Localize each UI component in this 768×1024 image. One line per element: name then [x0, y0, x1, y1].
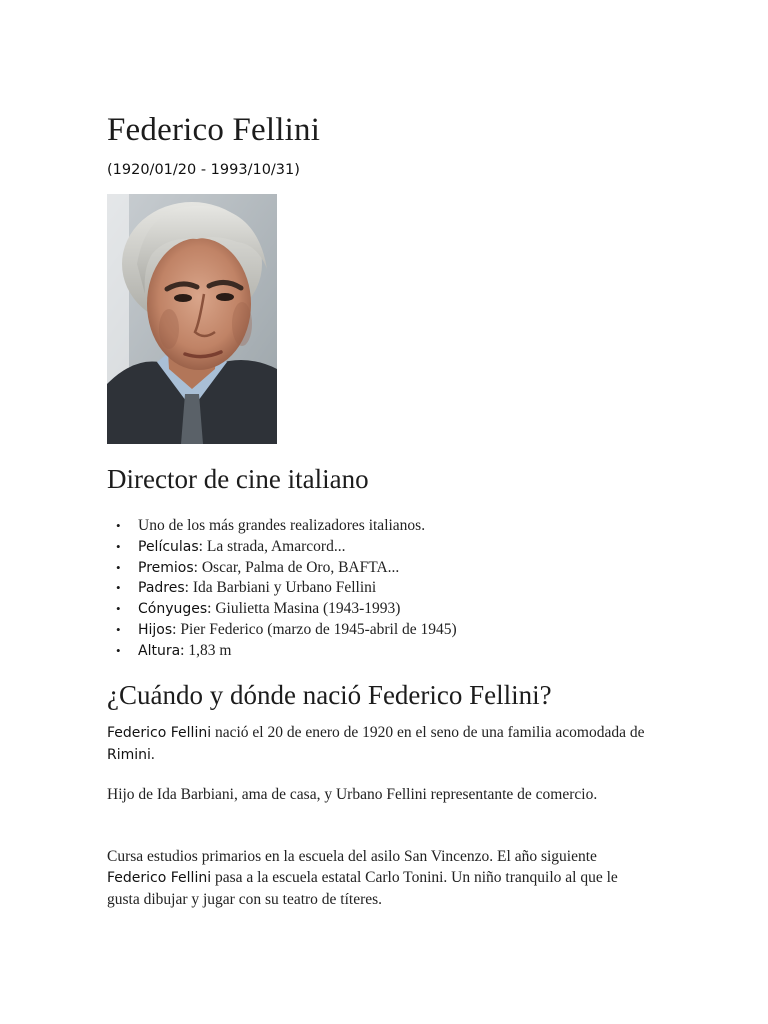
fact-value: : Giulietta Masina (1943-1993) — [207, 600, 401, 618]
list-item — [111, 578, 457, 599]
list-item — [111, 599, 457, 620]
paragraph-birth — [107, 722, 647, 766]
name-link[interactable]: Federico Fellini — [107, 870, 212, 886]
life-dates: (1920/01/20 - 1993/10/31) — [107, 162, 300, 178]
bullet-icon: • — [116, 559, 121, 575]
list-item — [111, 620, 457, 641]
fact-key: Cónyuges — [138, 601, 208, 618]
bullet-icon: • — [116, 518, 121, 533]
paragraph-text: . — [150, 746, 155, 763]
fact-value: : La strada, Amarcord... — [198, 537, 346, 555]
fact-value: : Oscar, Palma de Oro, BAFTA... — [193, 558, 400, 576]
portrait-image — [107, 194, 277, 444]
fact-value: : Ida Barbiani y Urbano Fellini — [184, 579, 377, 597]
fact-value: : Pier Federico (marzo de 1945-abril de 1945) — [172, 620, 457, 638]
paragraph-text: nació el 20 de enero de 1920 en el seno de una familia acomodada de — [211, 724, 645, 741]
name-link[interactable]: Federico Fellini — [107, 725, 212, 741]
fact-key: Premios — [138, 559, 194, 576]
list-item — [111, 537, 457, 558]
fact-key: Películas — [138, 538, 199, 555]
birth-heading: ¿Cuándo y dónde nació Federico Fellini? — [107, 680, 552, 710]
city-link[interactable]: Rimini — [107, 747, 151, 763]
fact-text: Uno de los más grandes realizadores italianos. — [138, 517, 426, 534]
fact-key: Hijos — [138, 621, 173, 638]
bullet-icon: • — [116, 538, 121, 554]
bullet-icon: • — [116, 621, 121, 637]
fact-key: Padres — [138, 580, 185, 597]
page-title: Federico Fellini — [107, 112, 321, 148]
paragraph-parents: Hijo de Ida Barbiani, ama de casa, y Urbano Fellini representante de comercio. — [107, 786, 598, 803]
bullet-icon: • — [116, 580, 121, 596]
paragraph-school — [107, 846, 647, 910]
list-item — [111, 641, 457, 662]
paragraph-text: pasa a la escuela estatal Carlo Tonini. Un niño tranquilo al que le gusta dibujar y jugar con su teatro de títeres. — [107, 869, 618, 908]
bullet-icon: • — [116, 642, 121, 658]
fact-value: : 1,83 m — [180, 641, 232, 659]
facts-list — [111, 516, 457, 662]
list-item — [111, 516, 457, 537]
portrait-photo — [107, 194, 277, 444]
list-item — [111, 558, 457, 579]
fact-key: Altura — [138, 642, 181, 659]
bullet-icon: • — [116, 601, 121, 617]
role-heading: Director de cine italiano — [107, 464, 369, 494]
paragraph-text: Cursa estudios primarios en la escuela del asilo San Vincenzo. El año siguiente — [107, 848, 597, 865]
